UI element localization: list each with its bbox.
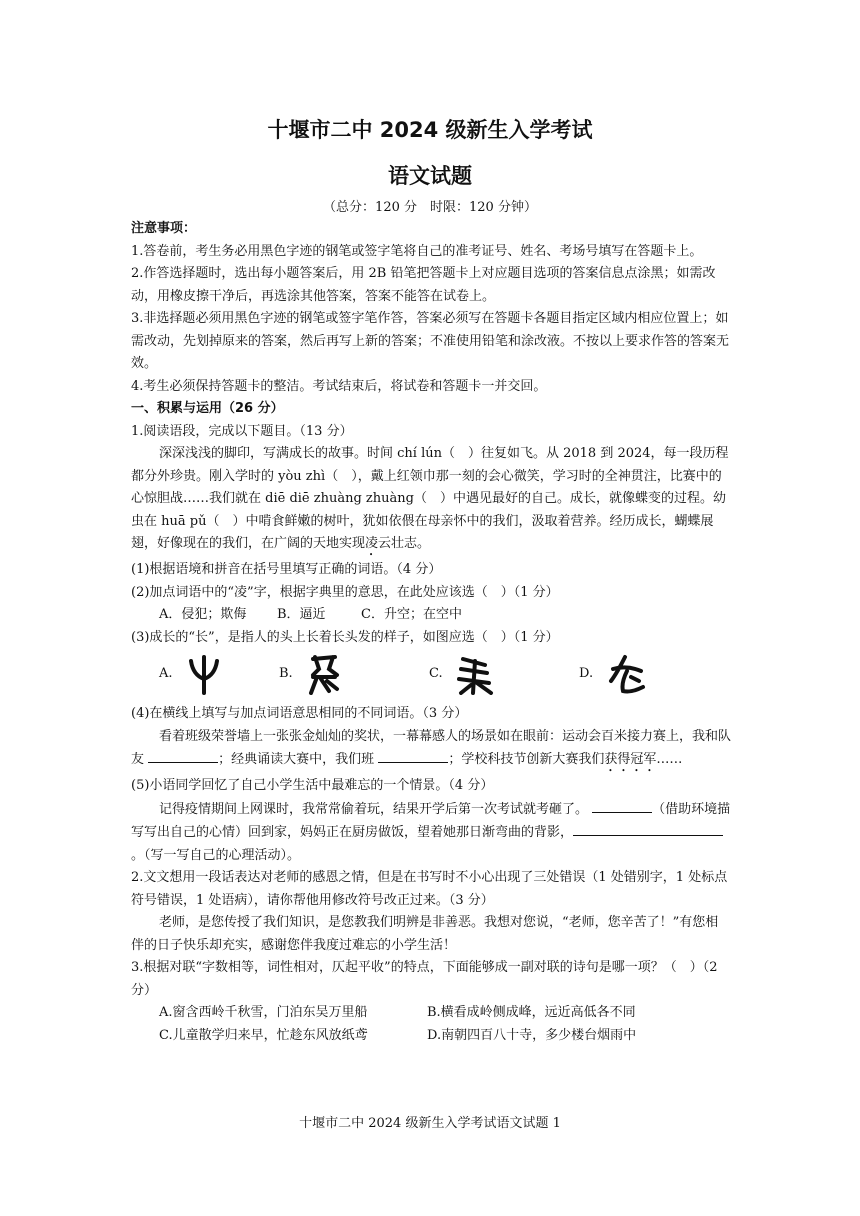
option-c: C.儿童散学归来早，忙趁东风放纸鸢: [159, 1027, 368, 1043]
option-b: B.横看成岭侧成峰，远近高低各不同: [427, 1005, 636, 1020]
exam-meta: （总分：120 分 时限：120 分钟）: [323, 200, 537, 215]
sub-question-3: (3)成长的“长”，是指人的头上长着长头发的样子，如图应选（ ）（1 分）: [131, 629, 559, 645]
script-glyph-d-icon: [607, 653, 649, 695]
page-footer: 十堰市二中 2024 级新生入学考试语文试题 1: [299, 1116, 561, 1131]
notice-item: 3.非选择题必须用黑色字迹的钢笔或签字笔作答，答案必须写在答题卡各题目指定区域内相应位置上；如需改动，先划掉原来的答案，然后再写上新的答案；不准使用铅笔和涂改液。不按以上要求作答的答案无效。: [131, 311, 730, 371]
question-2-passage: 老师，是您传授了我们知识，是您教我们明辨是非善恶。我想对您说，“老师，您辛苦了！”有您相伴的日子快乐却充实，感谢您伴我度过难忘的小学生活！: [131, 915, 719, 953]
answer-blank[interactable]: [378, 748, 448, 763]
notice-item: 4.考生必须保持答题卡的整洁。考试结束后，将试卷和答题卡一并交回。: [131, 378, 547, 394]
option-a: A.窗含西岭千秋雪，门泊东吴万里船: [159, 1005, 368, 1020]
option-a: A．侵犯；欺侮: [159, 607, 247, 622]
notice-item: 2.作答选择题时，选出每小题答案后，用 2B 铅笔把答题卡上对应题目选项的答案信息点涂黑；如需改动，用橡皮擦干净后，再选涂其他答案，答案不能答在试卷上。: [131, 266, 716, 304]
exam-body: [131, 218, 731, 1047]
option-d: D.南朝四百八十寺，多少楼台烟雨中: [427, 1027, 637, 1043]
answer-blank[interactable]: [148, 748, 218, 763]
question-1-passage: 深深浅浅的脚印，写满成长的故事。时间 chí lún（ ）往复如飞。从 2018 到 2024，每一段历程都分外珍贵。刚入学时的 yòu zhì（ ），戴上红领巾那一刻的会心微笑，学习时的全神贯注，比赛中的心惊胆战……我们就在 diē diē zhuàng zhuàng（ ）中遇见最好的自己。成长，就像蝶变的过程。幼虫在 huā pǔ（ ）中啃食鲜嫩的树叶，犹如依偎在母亲怀中的我们，汲取着营养。经历成长，蝴蝶展翅，好像现在的我们，在广阔的天地实现凌云壮志。: [131, 446, 729, 551]
sub-question-2-options: [131, 604, 731, 627]
exam-title: 十堰市二中 2024 级新生入学考试: [267, 118, 593, 142]
answer-blank[interactable]: [573, 821, 723, 836]
sub-question-5-passage: 记得疫情期间上网课时，我常常偷着玩，结果开学后第一次考试就考砸了。 （借助环境描写写出自己的心情）回到家，妈妈正在厨房做饭，望着她那日渐弯曲的背影，。（写一写自己的心理活动）。: [131, 798, 731, 868]
glyph-option-d: D.: [579, 653, 649, 695]
question-1-stem: 1.阅读语段，完成以下题目。（13 分）: [131, 423, 353, 439]
question-3-options-row-2: [131, 1025, 731, 1048]
sub-question-5: (5)小语同学回忆了自己小学生活中最难忘的一个情景。（4 分）: [131, 778, 494, 793]
notice-item: 1.答卷前，考生务必用黑色字迹的钢笔或签字笔将自己的准考证号、姓名、考场号填写在答题卡上。: [131, 243, 703, 259]
notice-heading: 注意事项：: [131, 221, 197, 236]
oracle-glyph-a-icon: [187, 653, 221, 695]
dotted-phrase: 获得冠军: [604, 752, 657, 767]
glyph-option-b: B.: [279, 653, 341, 695]
answer-blank[interactable]: [592, 798, 652, 813]
glyph-options: [131, 649, 731, 703]
option-c: C．升空；在空中: [361, 607, 462, 622]
sub-question-2: (2)加点词语中的“凌”字，根据字典里的意思，在此处应该选（ ）（1 分）: [131, 584, 559, 600]
glyph-option-a: A.: [159, 653, 221, 695]
glyph-option-c: C.: [429, 653, 495, 695]
question-3-options-row-1: [131, 1002, 731, 1025]
dotted-char: 凌: [365, 536, 379, 551]
question-2-stem: 2.文文想用一段话表达对老师的感恩之情，但是在书写时不小心出现了三处错误（1 处错别字，1 处标点符号错误，1 处语病），请你帮他用修改符号改正过来。（3 分）: [131, 870, 728, 908]
sub-question-4: (4)在横线上填写与加点词语意思相同的不同词语。（3 分）: [131, 706, 468, 721]
sub-question-4-passage: 看着班级荣誉墙上一张张金灿灿的奖状，一幕幕感人的场景如在眼前：运动会百米接力赛上，我和队友 ；经典诵读大赛中，我们班 ；学校科技节创新大赛我们获得冠军……: [131, 728, 732, 767]
section-heading: 一、积累与运用（26 分）: [131, 401, 284, 416]
sub-question-1: (1)根据语境和拼音在括号里填写正确的词语。（4 分）: [131, 562, 442, 577]
question-3-stem: 3.根据对联“字数相等，词性相对，仄起平收”的特点，下面能够成一副对联的诗句是哪一项？（ ）（2 分）: [131, 960, 718, 998]
option-b: B．逼近: [277, 607, 326, 622]
seal-glyph-c-icon: [457, 653, 495, 695]
exam-subtitle: 语文试题: [388, 164, 472, 188]
bronze-glyph-b-icon: [307, 653, 341, 695]
